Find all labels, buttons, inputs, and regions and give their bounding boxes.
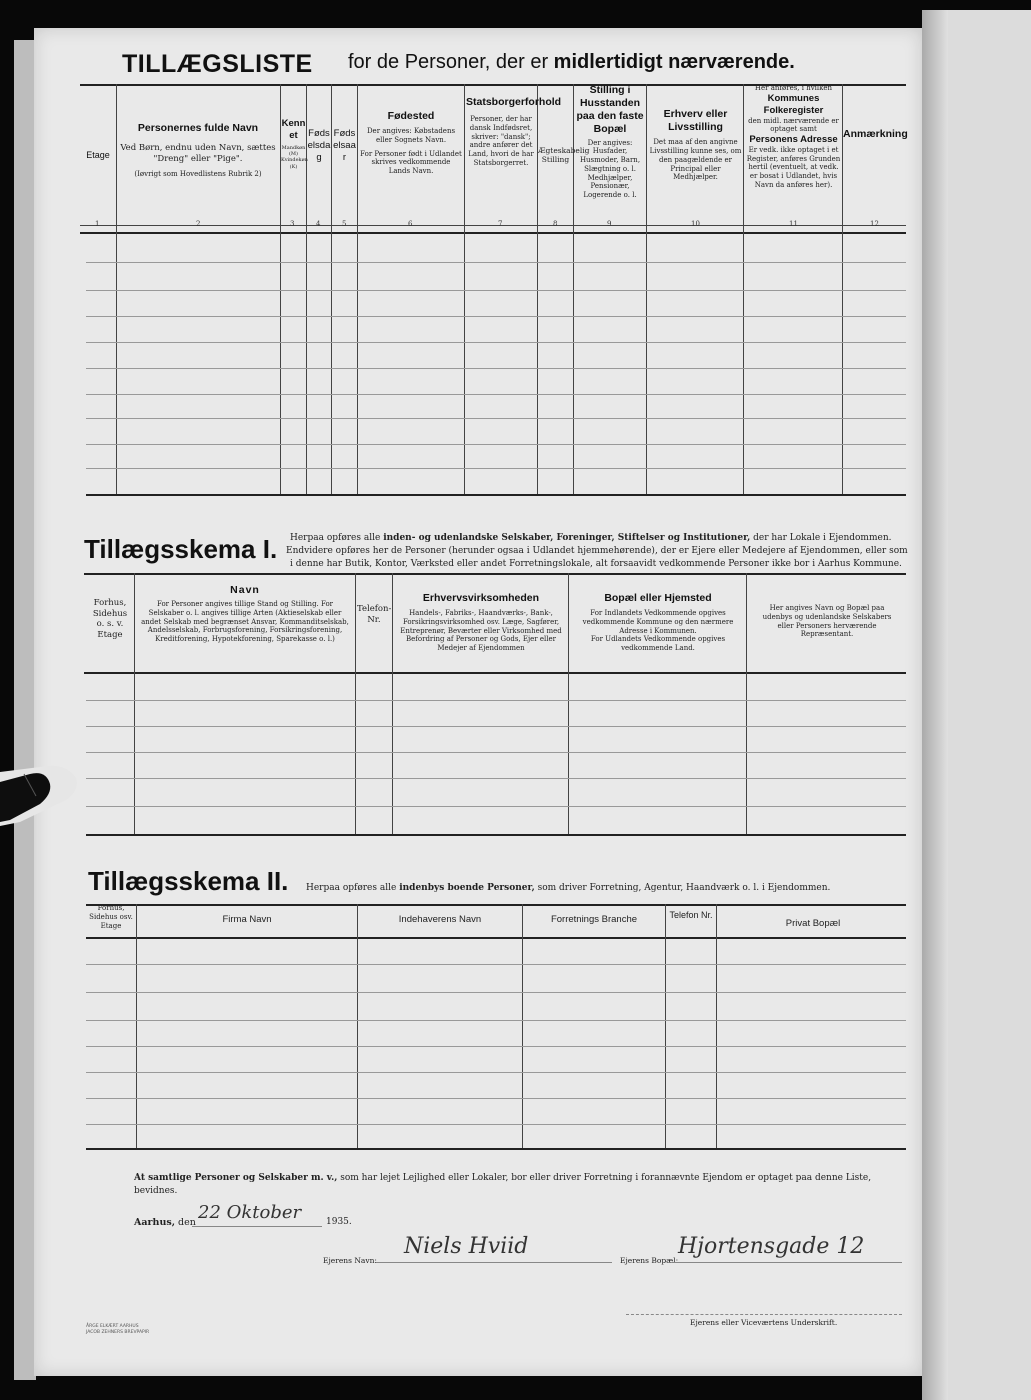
col-rule [743, 84, 744, 494]
skema1-col-bopael: Bopæl eller Hjemsted For Indlandets Vedkommende opgives vedkommende Kommune og den nærmere Adresse i Kommunen. For Udlandets Vedkommende opgives vedkommende Land. [582, 592, 734, 653]
table1-body-top [80, 232, 906, 234]
col-rule [355, 573, 356, 834]
col-header-citizenship: Statsborgerforhold Personer, der har dansk Indfødsret, skriver: "dansk"; andre anfører det Land, hvori de har Statsborgerret. [466, 96, 562, 167]
col-number: 6 [408, 220, 413, 228]
table3-bottom-border [86, 1148, 906, 1150]
table3-row-line [86, 1098, 906, 1099]
skema2-col-branche: Forretnings Branche [550, 914, 638, 925]
col-header-gender: Kennet Mandkøn (M) Kvindekøn (K) [281, 118, 308, 170]
owner-address-underline [672, 1262, 902, 1263]
table3-row-line [86, 1020, 906, 1021]
skema2-col-bopael: Privat Bopæl [785, 918, 841, 929]
owner-address-label: Ejerens Bopæl: [620, 1256, 679, 1265]
table2-bottom-border [86, 834, 906, 836]
col-number: 8 [553, 220, 558, 228]
table3-top-border [86, 904, 906, 906]
col-rule [464, 84, 465, 494]
table1-row-line [86, 342, 906, 343]
date-handwritten: 22 Oktober [198, 1202, 302, 1223]
skema2-col-indehaver: Indehaverens Navn [398, 914, 482, 925]
skema2-col-firma: Firma Navn [222, 914, 272, 925]
table3-row-line [86, 1046, 906, 1047]
col-rule [134, 573, 135, 834]
owner-name-handwritten: Niels Hviid [404, 1234, 529, 1259]
col-header-household: Stilling i Husstanden paa den faste Bopæl Der angives: Husfader, Husmoder, Barn, Slægtning o. l. Medhjælper, Pensionær, Logerende o. l. [576, 84, 644, 199]
table1-header-bottom [80, 225, 906, 226]
table2-row-line [86, 778, 906, 779]
col-header-birthday: Fødselsdag [307, 128, 331, 163]
col-number: 2 [196, 220, 201, 228]
col-rule [392, 573, 393, 834]
col-header-birthyear: Fødselsaar [333, 128, 356, 163]
col-header-marital: Ægteskabelig Stilling [538, 146, 590, 165]
skema1-col-navn: Navn For Personer angives tillige Stand og Stilling. For Selskaber o. l. angives tillige Arten (Aktieselskab eller andet Selskab med begrænset Ansvar, Kommanditselskab, Andelsselskab, Forbrugsforening, Forsikringsforening, Kreditforening, Hypotekforening, Sparekasse o. l.) [141, 584, 349, 644]
skema2-title: Tillægsskema II. [88, 866, 289, 896]
col-rule [136, 904, 137, 1148]
page-edge [14, 40, 36, 1380]
col-number: 10 [691, 220, 700, 228]
col-number: 7 [498, 220, 503, 228]
table1-row-line [86, 418, 906, 419]
col-number: 9 [607, 220, 612, 228]
col-header-etage: Etage [86, 150, 110, 160]
skema1-col-representative: Her angives Navn og Bopæl paa udenbys og udenlandske Selskabers eller Personers herværende Repræsentant. [762, 604, 892, 639]
col-rule [746, 573, 747, 834]
table2-row-line [86, 806, 906, 807]
skema1-col-telefon: Telefon-Nr. [357, 604, 392, 625]
col-number: 1 [95, 220, 100, 228]
owner-name-label: Ejerens Navn: [323, 1256, 377, 1265]
signature-line [626, 1314, 902, 1315]
table3-row-line [86, 992, 906, 993]
col-number: 5 [342, 220, 347, 228]
col-rule [116, 84, 117, 494]
owner-name-underline [376, 1262, 612, 1263]
table1-row-line [86, 290, 906, 291]
col-rule [357, 84, 358, 494]
supplement-list-subtitle: for de Personer, der er midlertidigt nærværende. [348, 51, 795, 73]
table2-top-border [84, 573, 906, 575]
col-number: 12 [870, 220, 879, 228]
col-header-registry: Her anføres, i hvilken Kommunes Folkeregister den midl. nærværende er optaget samt Personens Adresse Er vedk. ikke optaget i et Register, anføres Grunden hertil (eventuelt, at vedk. er bosat i Udlandet, hvis Navn da anføres her). [746, 84, 841, 189]
col-number: 4 [316, 220, 321, 228]
table1-row-line [86, 368, 906, 369]
table2-row-line [86, 700, 906, 701]
col-number: 3 [290, 220, 295, 228]
col-rule [646, 84, 647, 494]
table2-row-line [86, 726, 906, 727]
col-rule [716, 904, 717, 1148]
col-header-remarks: Anmærkning [843, 128, 908, 140]
col-header-occupation: Erhverv eller Livsstilling Det maa af den angivne Livsstilling kunne ses, om den paagældende er Principal eller Medhjælper. [649, 108, 742, 182]
skema2-col-etage: Forhus, Sidehus osv. Etage [89, 904, 133, 930]
skema2-intro: Herpaa opføres alle indenbys boende Personer, som driver Forretning, Agentur, Haandværk o. l. i Ejendommen. [306, 883, 831, 893]
supplement-list-title: TILLÆGSLISTE [122, 50, 313, 78]
date-line: Aarhus, den [134, 1217, 196, 1228]
col-number: 11 [789, 220, 798, 228]
table1-row-line [86, 468, 906, 469]
table1-bottom-border [86, 494, 906, 496]
declaration: At samtlige Personer og Selskaber m. v., som har lejet Lejlighed eller Lokaler, bor eller driver Forretning i forannævnte Ejendom er optaget paa denne Liste, bevidnes. [134, 1173, 872, 1197]
table1-row-line [86, 444, 906, 445]
table3-header-bottom [86, 937, 906, 939]
date-underline [192, 1226, 322, 1227]
binder-clip [0, 760, 80, 830]
table2-row-line [86, 752, 906, 753]
col-header-name: Personernes fulde Navn Ved Børn, endnu uden Navn, sættes "Dreng" eller "Pige". (Iøvrigt som Hovedlistens Rubrik 2) [120, 122, 276, 179]
table2-header-bottom [84, 672, 906, 674]
year: 1935. [326, 1217, 352, 1227]
col-header-birthplace: Fødested Der angives: Købstadens eller Sognets Navn. For Personer født i Udlandet skrives vedkommende Lands Navn. [360, 110, 462, 176]
col-rule [522, 904, 523, 1148]
owner-address-handwritten: Hjortensgade 12 [678, 1234, 865, 1259]
table1-row-line [86, 316, 906, 317]
skema1-col-etage: Forhus, Sidehus o. s. v. Etage [92, 598, 128, 640]
table1-row-line [86, 262, 906, 263]
skema1-title: Tillægsskema I. [84, 534, 278, 564]
table3-row-line [86, 1124, 906, 1125]
skema1-intro: Herpaa opføres alle inden- og udenlandske Selskaber, Foreninger, Stiftelser og Institutioner, der har Lokale i Ejendommen. Endvidere opføres her de Personer (herunder ogsaa i Udlandet hjemmehørende), der er Ejere eller Medejere af Ejendommen, eller som i denne har Butik, Kontor, Værksted eller andet Forretningslokale, alt forsaavidt vedkommende Personer ikke bor i Aarhus Kommune. [286, 533, 908, 570]
binding-gutter [922, 10, 948, 1400]
skema1-col-erhverv: Erhvervsvirksomheden Handels-, Fabriks-, Haandværks-, Bank-, Forsikringsvirksomhed osv. Læge, Sagfører, Entreprenør, Beværter eller Virksomhed med Befordring af Personer og Gods, Ejer eller Medejer af Ejendommen [400, 592, 562, 653]
table3-row-line [86, 1072, 906, 1073]
col-rule [568, 573, 569, 834]
signature-label: Ejerens eller Viceværtens Underskrift. [690, 1318, 838, 1327]
col-rule [842, 84, 843, 494]
skema2-col-telefon: Telefon Nr. [669, 910, 713, 920]
table1-row-line [86, 394, 906, 395]
col-rule [357, 904, 358, 1148]
col-rule [665, 904, 666, 1148]
table3-row-line [86, 964, 906, 965]
printer-imprint: ÅRGE ELKÆRT AARHUS JACOB ZEHNERS BREVPAPIR [86, 1324, 150, 1336]
